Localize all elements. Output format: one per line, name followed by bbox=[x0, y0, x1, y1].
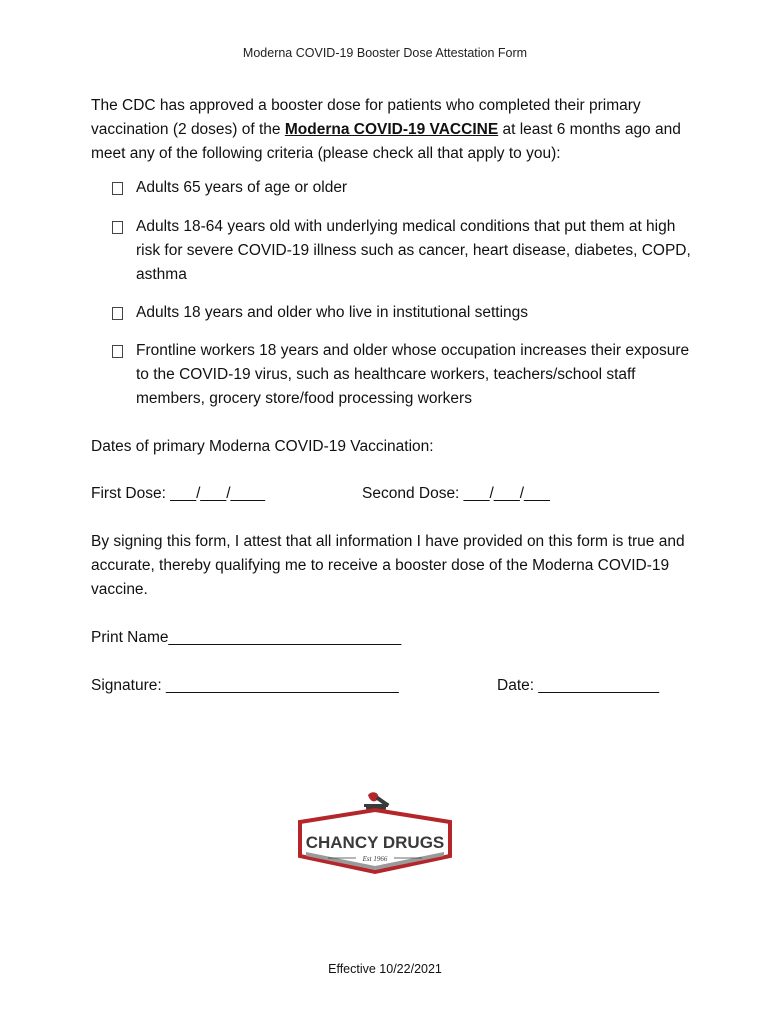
criteria-item bbox=[112, 176, 702, 200]
dates-heading: Dates of primary Moderna COVID-19 Vaccination: bbox=[91, 438, 434, 455]
vaccine-name: Moderna COVID-19 VACCINE bbox=[284, 121, 499, 138]
chancy-drugs-logo bbox=[290, 790, 460, 880]
checkbox[interactable] bbox=[112, 345, 123, 358]
logo-est: Est 1966 bbox=[362, 855, 388, 863]
form-title: Moderna COVID-19 Booster Dose Attestation Form bbox=[242, 46, 528, 60]
intro-text: The CDC has approved a booster dose for patients who completed their primary vaccination (2 doses) of the bbox=[91, 97, 641, 138]
criteria-label: Adults 65 years of age or older bbox=[136, 179, 348, 196]
print-name-field[interactable]: Print Name___________________________ bbox=[91, 629, 402, 646]
intro-paragraph bbox=[91, 94, 691, 166]
second-dose-field[interactable]: Second Dose: ___/___/___ bbox=[362, 485, 550, 502]
criteria-item bbox=[112, 215, 702, 287]
first-dose-field[interactable]: First Dose: ___/___/____ bbox=[91, 485, 266, 502]
logo-name: CHANCY DRUGS bbox=[305, 833, 445, 852]
criteria-item bbox=[112, 339, 702, 411]
checkbox[interactable] bbox=[112, 221, 123, 234]
signature-field[interactable]: Signature: ___________________________ bbox=[91, 677, 399, 694]
attestation-paragraph: By signing this form, I attest that all information I have provided on this form is true and accurate, thereby qualifying me to receive a booster dose of the Moderna COVID-19 vaccine. bbox=[91, 533, 685, 598]
intro-text-end: at least 6 months ago and meet any of the following criteria (please check all that apply to you): bbox=[91, 121, 681, 162]
date-field[interactable]: Date: ______________ bbox=[497, 677, 660, 694]
criteria-label: Adults 18-64 years old with underlying medical conditions that put them at high risk for severe COVID-19 illness such as cancer, heart disease, diabetes, COPD, asthma bbox=[136, 218, 691, 283]
criteria-item bbox=[112, 301, 702, 325]
criteria-label: Adults 18 years and older who live in institutional settings bbox=[136, 304, 529, 321]
criteria-label: Frontline workers 18 years and older whose occupation increases their exposure to the COVID-19 virus, such as healthcare workers, teachers/school staff members, grocery store/food processing workers bbox=[136, 342, 690, 407]
checkbox[interactable] bbox=[112, 182, 123, 195]
effective-date: Effective 10/22/2021 bbox=[328, 962, 442, 976]
checkbox[interactable] bbox=[112, 307, 123, 320]
